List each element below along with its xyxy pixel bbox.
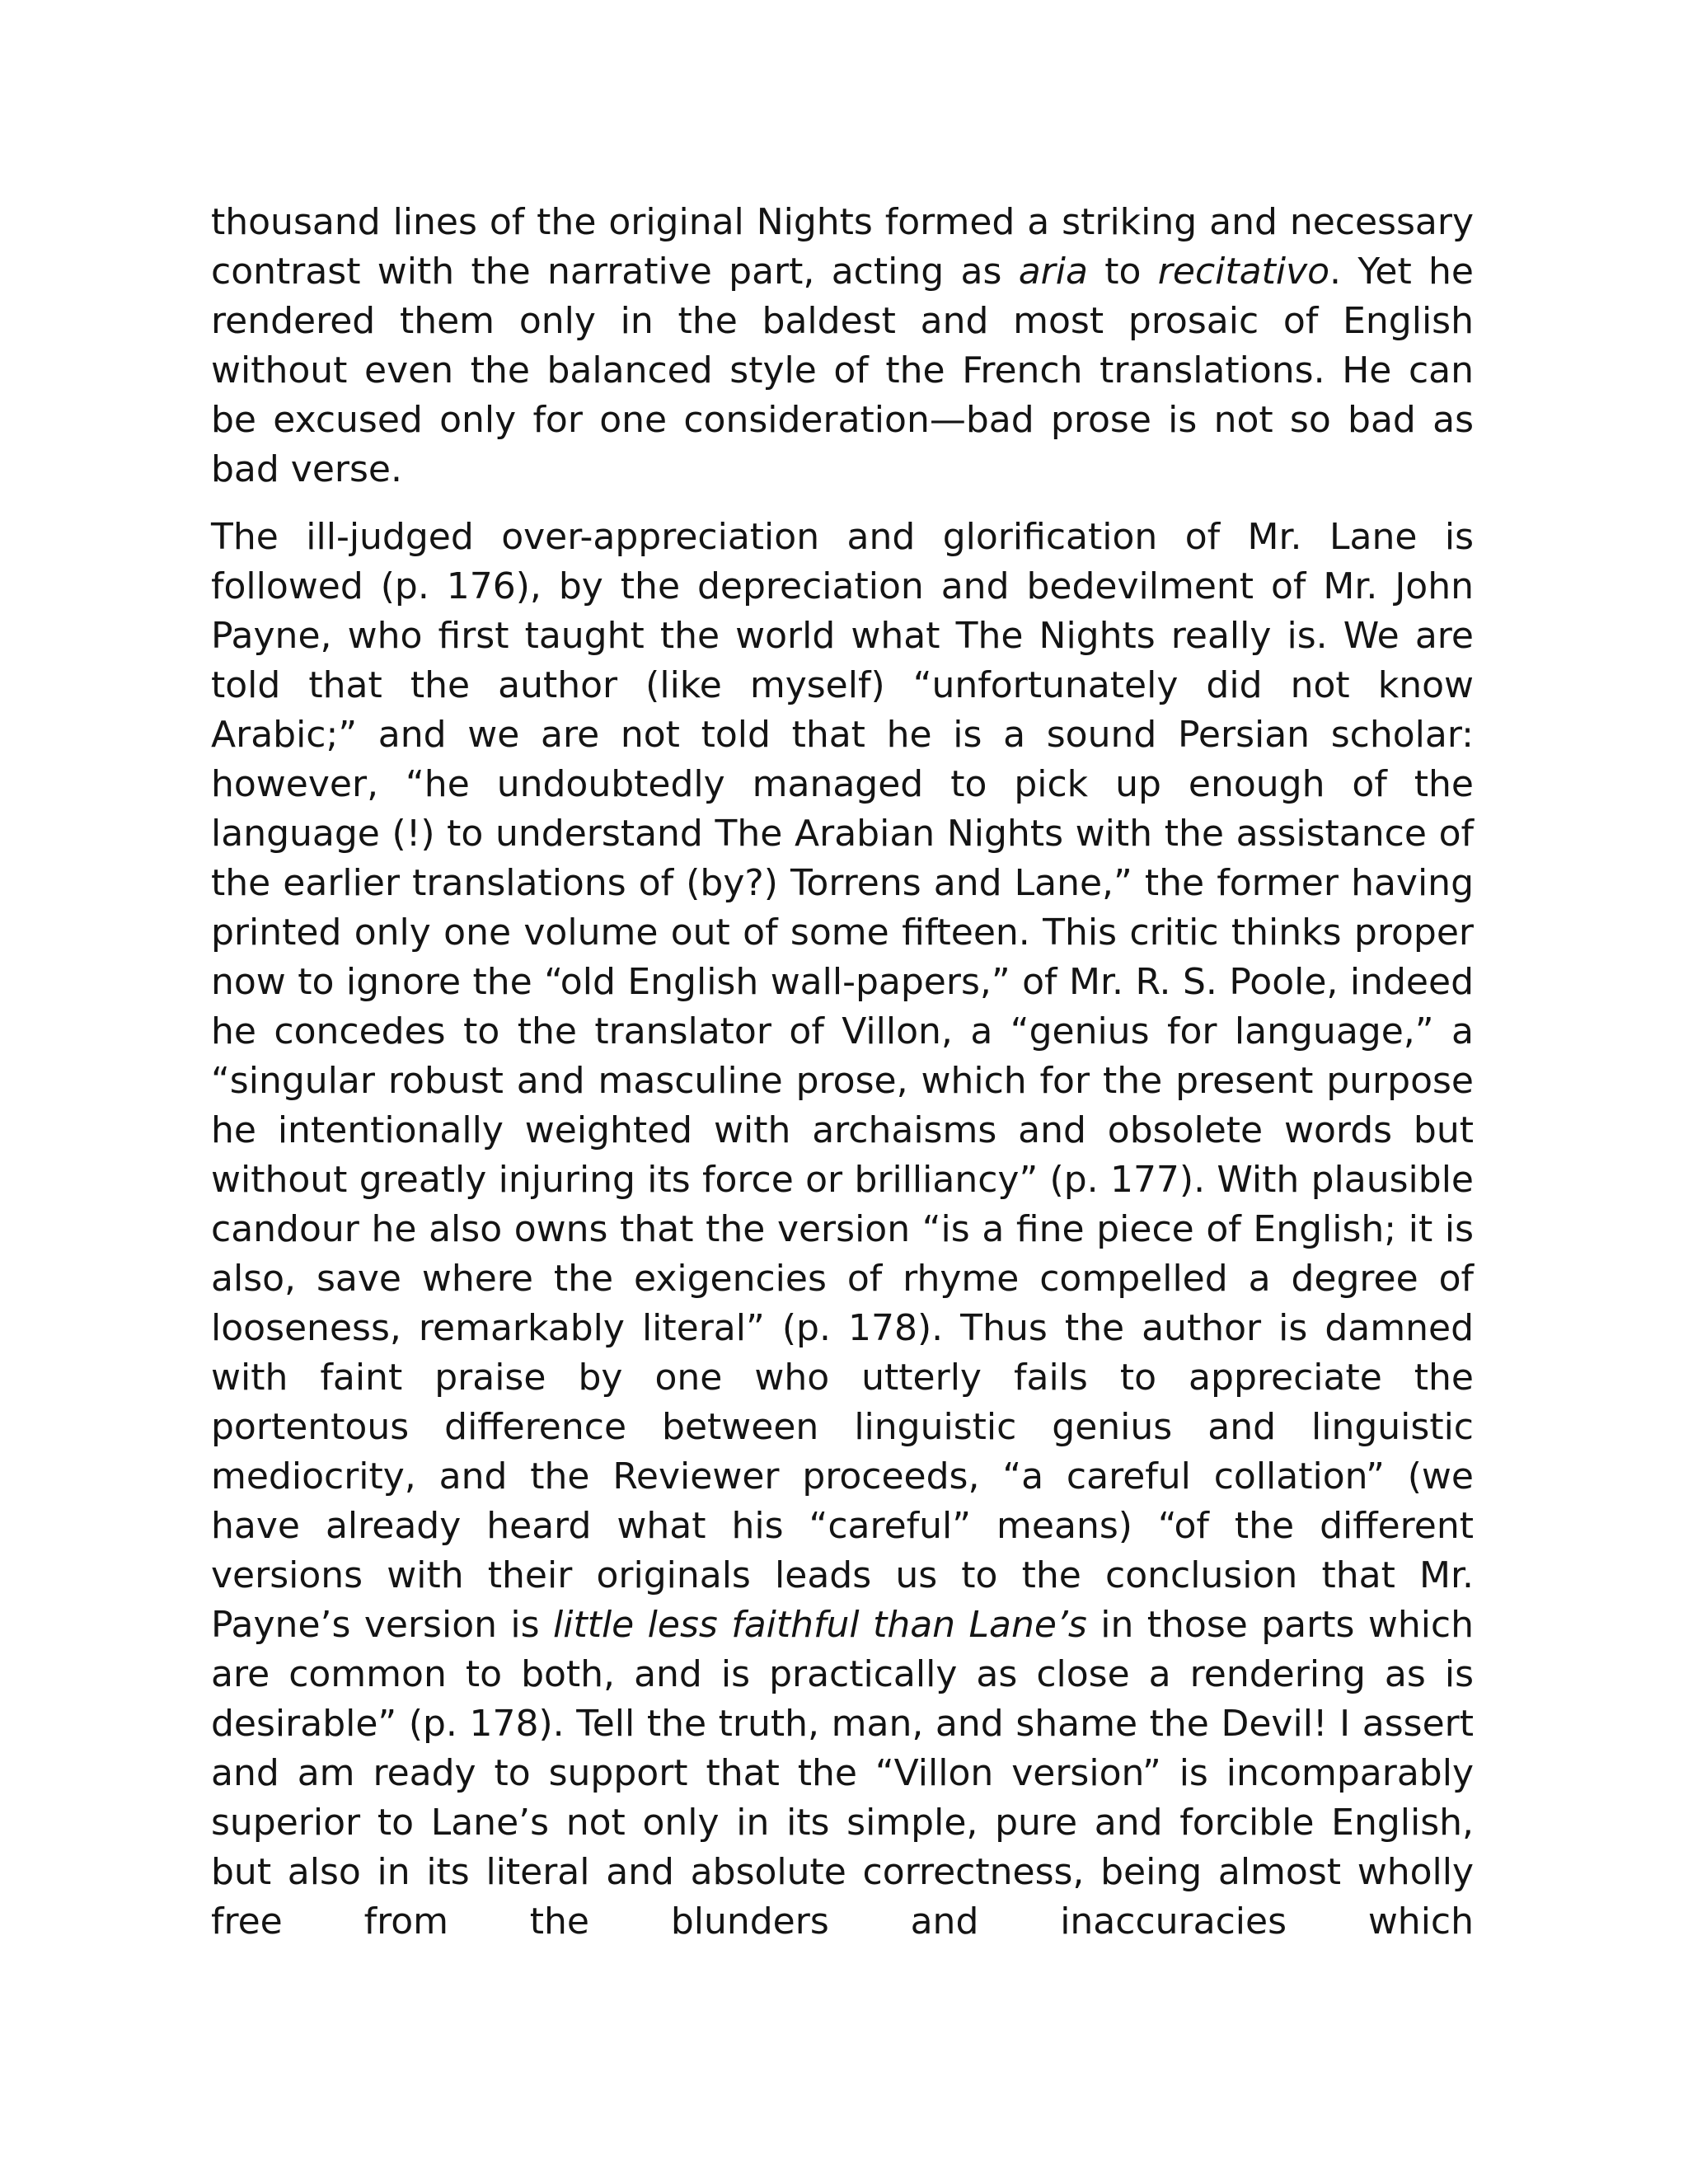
paragraph-2-text-2: in those parts which are common to both, and is practically as close a rendering as is desirable” (p. 178). Tell the truth, man, and shame the Devil! I assert and am ready to support that the “Villon version” is incomparably superior to Lane’s not only in its simple, pure and forcible English, but also in its literal and absolute correctness, being almost wholly free from the blunders and inaccuracies which (211, 1604, 1475, 1943)
paragraph-1-text-3: . Yet he rendered them only in the baldest and most prosaic of English without even the balanced style of the French translations. He can be excused only for one consideration—bad prose is not so bad as bad verse. (211, 251, 1474, 490)
paragraph-2-italic-phrase: little less faithful than Lane’s (553, 1604, 1087, 1646)
paragraph-1-text-1: thousand lines of the original Nights formed a striking and necessary contrast with the narrative part, acting as (211, 201, 1474, 293)
paragraph-1-italic-aria: aria (1018, 251, 1088, 293)
document-page (211, 198, 1474, 1965)
paragraph-2 (211, 513, 1474, 1947)
paragraph-1 (211, 198, 1474, 494)
paragraph-2-text-1: The ill-judged over-appreciation and glorification of Mr. Lane is followed (p. 176), by the depreciation and bedevilment of Mr. John Payne, who first taught the world what The Nights really is. We are told that the author (like myself) “unfortunately did not know Arabic;” and we are not told that he is a sound Persian scholar: however, “he undoubtedly managed to pick up enough of the language (!) to understand The Arabian Nights with the assistance of the earlier translations of (by?) Torrens and Lane,” the former having printed only one volume out of some fifteen. This critic thinks proper now to ignore the “old English wall-papers,” of Mr. R. S. Poole, indeed he concedes to the translator of Villon, a “genius for language,” a “singular robust and masculine prose, which for the present purpose he intentionally weighted with archaisms and obsolete words but without greatly injuring its force or brilliancy” (p. 177). With plausible candour he also owns that the version “is a fine piece of English; it is also, save where the exigencies of rhyme compelled a degree of looseness, remarkably literal” (p. 178). Thus the author is damned with faint praise by one who utterly fails to appreciate the portentous difference between linguistic genius and linguistic mediocrity, and the Reviewer proceeds, “a careful collation” (we have already heard what his “careful” means) “of the different versions with their originals leads us to the conclusion that Mr. Payne’s version is (211, 516, 1474, 1646)
paragraph-1-italic-recitativo: recitativo (1157, 251, 1330, 293)
paragraph-1-text-2: to (1087, 251, 1158, 293)
